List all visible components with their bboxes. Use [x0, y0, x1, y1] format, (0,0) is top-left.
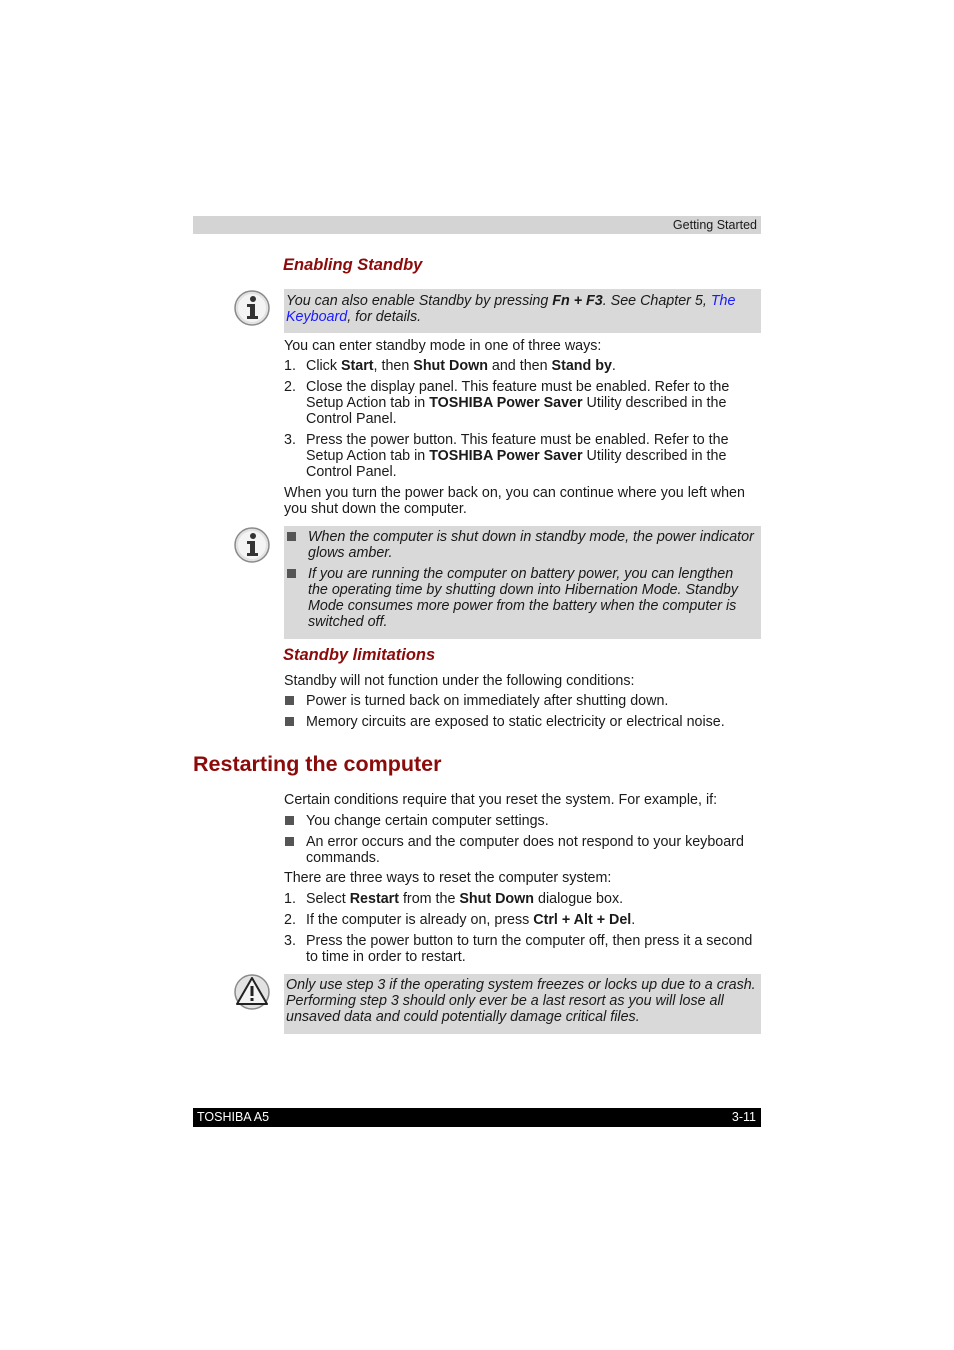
- header-section-title: Getting Started: [672, 218, 757, 232]
- standby-intro: You can enter standby mode in one of three ways:: [284, 338, 602, 354]
- standby-step-1: 1. Click Start, then Shut Down and then Stand by.: [284, 358, 616, 374]
- standby-power-note: [284, 526, 761, 639]
- limitations-intro: Standby will not function under the following conditions:: [284, 673, 635, 689]
- list-item: An error occurs and the computer does not respond to your keyboard commands.: [284, 834, 760, 866]
- standby-shortcut-note: You can also enable Standby by pressing Fn + F3. See Chapter 5, The Keyboard, for details.: [284, 289, 761, 333]
- bullet-square-icon: [285, 816, 294, 825]
- bullet-square-icon: [285, 717, 294, 726]
- running-header: [193, 216, 761, 234]
- restart-intro: Certain conditions require that you reset the system. For example, if:: [284, 792, 718, 808]
- keyboard-chapter-link[interactable]: The Keyboard: [286, 293, 736, 325]
- restart-ways-text: There are three ways to reset the computer system:: [284, 870, 612, 886]
- info-icon: [233, 289, 271, 327]
- bullet-square-icon: [287, 532, 296, 541]
- footer-model: TOSHIBA A5: [197, 1110, 270, 1124]
- bullet-square-icon: [285, 837, 294, 846]
- note-bullet-item: When the computer is shut down in standby mode, the power indicator glows amber.: [284, 529, 761, 561]
- enabling-standby-heading: Enabling Standby: [283, 256, 423, 274]
- restart-step-3: 3. Press the power button to turn the computer off, then press it a second to time in order to restart.: [284, 933, 753, 965]
- standby-step-2: 2. Close the display panel. This feature must be enabled. Refer to the Setup Action tab in TOSHIBA Power Saver Utility described in the Control Panel.: [284, 379, 730, 427]
- restarting-heading: Restarting the computer: [193, 752, 442, 776]
- warning-icon: [233, 973, 271, 1011]
- page-number: 3-11: [731, 1110, 756, 1124]
- note-bullet-item: If you are running the computer on battery power, you can lengthen the operating time by shutting down into Hibernation Mode. Standby Mode consumes more power from the battery when the computer is switched off.: [284, 566, 761, 630]
- list-item: You change certain computer settings.: [284, 813, 760, 829]
- bullet-square-icon: [285, 696, 294, 705]
- running-footer: [193, 1108, 761, 1127]
- list-item: Memory circuits are exposed to static electricity or electrical noise.: [284, 714, 760, 730]
- info-icon: [233, 526, 271, 564]
- standby-limitations-heading: Standby limitations: [283, 646, 436, 664]
- restart-step-2: 2. If the computer is already on, press Ctrl + Alt + Del.: [284, 912, 636, 928]
- restart-caution-note: Only use step 3 if the operating system freezes or locks up due to a crash. Performing step 3 should only ever be a last resort as you will lose all unsaved data and could potentially damage critical files.: [284, 974, 761, 1034]
- list-item: Power is turned back on immediately after shutting down.: [284, 693, 760, 709]
- bullet-square-icon: [287, 569, 296, 578]
- standby-step-3: 3. Press the power button. This feature must be enabled. Refer to the Setup Action tab in TOSHIBA Power Saver Utility described in the Control Panel.: [284, 432, 729, 480]
- restart-step-1: 1. Select Restart from the Shut Down dialogue box.: [284, 891, 624, 907]
- standby-resume-text: When you turn the power back on, you can continue where you left when you shut down the computer.: [284, 485, 745, 517]
